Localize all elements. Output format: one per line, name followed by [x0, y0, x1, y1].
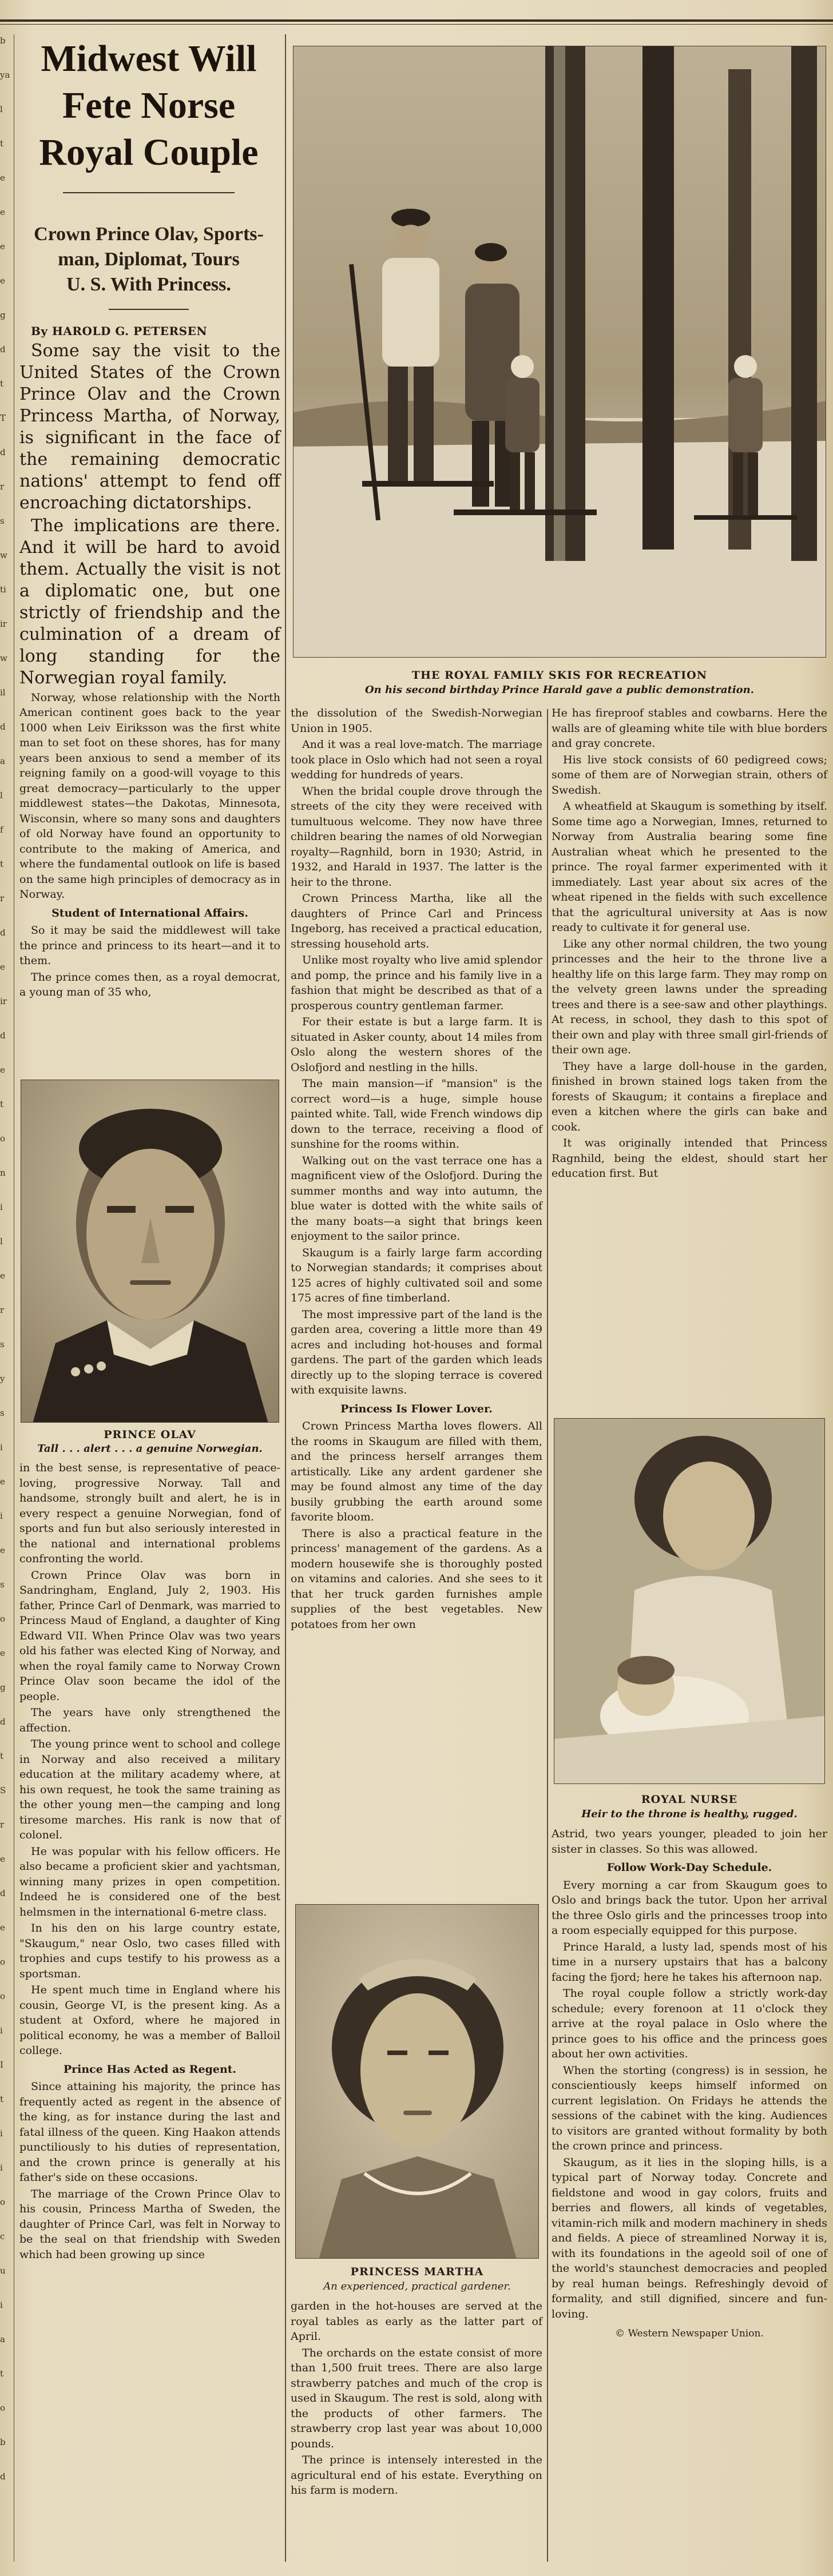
fragment-text: y — [0, 1373, 5, 1384]
top-rule — [0, 19, 833, 22]
subhead: Follow Work-Day Schedule. — [606, 1861, 772, 1874]
fragment-text: s — [0, 1579, 5, 1590]
paragraph: Prince Harald, a lusty lad, spends most of his time in a nursery upstairs that has a balcony facing the fjord; here he takes his afternoon nap. — [552, 1940, 827, 1984]
fragment-text: r — [0, 1819, 5, 1830]
paragraph: The main mansion—if "mansion" is the correct word—is a huge, simple house painted white. Tall, wide French windows dip down to the terrace, receiving a flood of sunshine for the rooms within. — [291, 1077, 542, 1150]
paragraph: Norway, whose relationship with the North American continent goes back to the year 1000 when Leiv Eiriksson was the first white man to set foot on these shores, has for many years been anxious to send a member of its reigning family on a good-will voyage to this great democracy—particularly to the upper middlewest states—the Dakotas, Minnesota, Wisconsin, where so many sons and daughters of old Norway have found an opportunity to contribute to the making of America, and where the fundamental outlook on life is based on the same high principles of democracy as in Norway. — [19, 691, 280, 901]
fragment-text: e — [0, 207, 5, 217]
fragment-text: e — [0, 1065, 5, 1075]
ski-caption-title: THE ROYAL FAMILY SKIS FOR RECREATION — [411, 669, 708, 682]
fragment-text: e — [0, 1545, 5, 1555]
ski-caption-sub: On his second birthday Prince Harald gave a public demonstration. — [364, 684, 755, 696]
previous-column-fragment — [0, 34, 13, 2550]
top-rule-thin — [0, 24, 833, 25]
paragraph: Since attaining his majority, the prince has frequently acted as regent in the absence of the king, as for instance during the last and fatal illness of the queen. King Haakon attends punctiliously to his duties of representation, and the crown prince is generally at his father's side on these occasions. — [19, 2080, 280, 2184]
fragment-text: e — [0, 1854, 5, 1864]
fragment-text: S — [0, 1785, 6, 1795]
fragment-text: w — [0, 653, 7, 663]
paragraph: In his den on his large country estate, "Skaugum," near Oslo, two cases filled with trophies and cups testify to his prowess as a sportsman. — [19, 1922, 280, 1980]
nurse-child-image — [554, 1419, 825, 1784]
fragment-text: e — [0, 1271, 5, 1281]
prince-olav-caption-sub: Tall . . . alert . . . a genuine Norwegian. — [37, 1443, 263, 1455]
headline — [17, 35, 280, 176]
fragment-text: t — [0, 379, 4, 389]
paragraph: Like any other normal children, the two young princesses and the heir to the throne live a healthy life on this large farm. They may romp on the velvety green lawns under the spreading trees and there is a see-saw and other playthings. At recess, in school, they dash to this spot of their own and play with three small girl-friends of their own age. — [552, 937, 827, 1056]
paragraph: garden in the hot-houses are served at the royal tables as early as the latter part of April. — [291, 2300, 542, 2343]
paragraph: Unlike most royalty who live amid splendor and pomp, the prince and his family live in a fashion that might be described as that of a prosperous country gentleman farmer. — [291, 954, 542, 1012]
fragment-text: e — [0, 276, 5, 286]
fragment-text: ir — [0, 996, 7, 1006]
fragment-text: e — [0, 241, 5, 252]
fragment-text: w — [0, 550, 7, 560]
paragraph: So it may be said the middlewest will take the prince and princess to its heart—and it to them. — [19, 924, 280, 967]
paragraph: There is also a practical feature in the princess' management of the gardens. As a modern housewife she is thoroughly posted on vitamins and calories. And she sees to it that her truck garden furnishes ample supplies of the best vegetables. New potatoes from her own — [291, 1527, 542, 1631]
royal-family-ski-photo — [293, 46, 826, 658]
paragraph: in the best sense, is representative of peace-loving, progressive Norway. Tall and handsome, strongly built and alert, he is in every respect a genuine Norwegian, fond of sports and fun but also seriously interested in the national and international problems confronting the world. — [19, 1462, 280, 1565]
fragment-text: t — [0, 2094, 4, 2104]
fragment-text: ya — [0, 70, 10, 80]
fragment-text: t — [0, 1751, 4, 1761]
fragment-text: l — [0, 1236, 3, 1247]
fragment-text: I — [0, 2060, 3, 2070]
ski-scene-image — [293, 46, 826, 658]
column-2-top — [291, 706, 542, 1633]
byline: By HAROLD G. PETERSEN — [31, 324, 208, 338]
paragraph: The young prince went to school and college in Norway and also received a military education at the military academy where, at his own request, he took the same training as the other young men—the camping and long tiresome marches. His rank is now that of colonel. — [19, 1738, 280, 1841]
lead-paragraph: Some say the visit to the United States of the Crown Prince Olav and the Crown Princess Martha, of Norway, is significant in the face of the remaining democratic nations' attempt to fend off encroaching dictatorships. — [19, 340, 280, 513]
subhead: Student of International Affairs. — [51, 906, 248, 919]
fragment-text: o — [0, 2197, 6, 2207]
paragraph: Crown Prince Olav was born in Sandringham, England, July 2, 1903. His father, Prince Carl of Denmark, was married to Princess Maud of England, a daughter of King Edward VII. When Prince Olav was two years old his father was elected King of Norway, and when the royal family came to Norway Crown Prince Olav soon became the idol of the people. — [19, 1568, 280, 1703]
paragraph: A wheatfield at Skaugum is something by itself. Some time ago a Norwegian, Imnes, returned to Norway from Australia bearing some fine Australian wheat which he presented to the prince. The royal farmer experimented with it immediately. Last year about six acres of the wheat ripened in the fields with such excellence that the agricultural university at Aas is now ready to cultivate it for general use. — [552, 800, 827, 934]
subhead: Princess Is Flower Lover. — [340, 1402, 493, 1415]
prince-olav-caption-title: PRINCE OLAV — [104, 1428, 196, 1441]
paragraph: They have a large doll-house in the garden, finished in brown stained logs taken from the forests of Skaugum; it contains a fireplace and even a kitchen where the girls can bake and cook. — [552, 1060, 827, 1133]
fragment-text: d — [0, 344, 6, 355]
headline-line-1: Midwest Will — [41, 38, 257, 79]
fragment-text: i — [0, 2128, 3, 2139]
paragraph: Crown Princess Martha loves flowers. All the rooms in Skaugum are filled with them, and the princess herself arranges them artistically. Like any ardent gardener she may be found almost any time of the day busily grubbing the earth around some favorite bloom. — [291, 1420, 542, 1523]
fragment-text: d — [0, 1030, 6, 1041]
paragraph: For their estate is but a large farm. It is situated in Asker county, about 14 miles from Oslo along the western shores of the Oslofjord and nestling in the hills. — [291, 1016, 542, 1074]
fragment-text: r — [0, 893, 5, 903]
column-2-bottom — [291, 2299, 542, 2499]
fragment-text: d — [0, 1717, 6, 1727]
headline-line-3: Royal Couple — [39, 132, 259, 173]
fragment-text: i — [0, 1202, 3, 1212]
royal-nurse-caption-sub: Heir to the throne is healthy, rugged. — [581, 1808, 798, 1820]
prince-olav-photo — [21, 1080, 279, 1423]
princess-martha-caption-title: PRINCESS MARTHA — [350, 2266, 484, 2278]
deck-rule — [109, 309, 189, 310]
fragment-text: o — [0, 2403, 6, 2413]
headline-line-2: Fete Norse — [62, 85, 236, 126]
paragraph: His live stock consists of 60 pedigreed cows; some of them are of Norwegian strain, others of Swedish. — [552, 753, 827, 797]
fragment-text: i — [0, 1511, 3, 1521]
fragment-text: i — [0, 2025, 3, 2036]
column-3-top — [552, 706, 827, 1183]
princess-martha-photo — [295, 1904, 539, 2259]
fragment-text: g — [0, 310, 6, 320]
paragraph: Walking out on the vast terrace one has a magnificent view of the Oslofjord. During the summer months and way into autumn, the blue water is dotted with the white sails of the many boats—a sight that brings keen enjoyment to the sailor prince. — [291, 1154, 542, 1243]
column-1-top — [19, 318, 280, 1001]
fragment-text: e — [0, 1922, 5, 1933]
paragraph: The orchards on the estate consist of more than 1,500 fruit trees. There are also large strawberry patches and much of the crop is used in Skaugum. The rest is sold, along with the products of other farmers. The strawberry crop last year was about 10,000 pounds. — [291, 2346, 542, 2450]
paragraph: The marriage of the Crown Prince Olav to his cousin, Princess Martha of Sweden, the daughter of Prince Carl, was felt in Norway to be the seal on that friendship with Sweden which had been growing up since — [19, 2187, 280, 2261]
fragment-text: n — [0, 1168, 6, 1178]
fragment-text: r — [0, 1305, 5, 1315]
fragment-text: il — [0, 687, 6, 698]
lead-paragraph-2: The implications are there. And it will be hard to avoid them. Actually the visit is not a diplomatic one, but one strictly of friendship and the culmination of a dream of long standing for the Norwegian royal family. — [19, 515, 280, 688]
fragment-text: a — [0, 756, 5, 766]
fragment-text: t — [0, 138, 4, 149]
princess-martha-caption-sub: An experienced, practical gardener. — [323, 2280, 511, 2292]
fragment-text: T — [0, 413, 6, 423]
deck-line-3: U. S. With Princess. — [66, 274, 231, 295]
fragment-text: i — [0, 2163, 3, 2173]
fragment-text: t — [0, 859, 4, 869]
fragment-text: ti — [0, 584, 6, 595]
deck — [19, 222, 278, 297]
fragment-text: b — [0, 35, 6, 46]
column-3-bottom — [552, 1826, 827, 2343]
headline-rule — [63, 192, 235, 193]
fragment-text: b — [0, 2437, 6, 2447]
fragment-text: d — [0, 1888, 6, 1898]
column-1-bottom — [19, 1460, 280, 2263]
fragment-text: u — [0, 2266, 6, 2276]
fragment-text: d — [0, 722, 6, 732]
deck-line-2: man, Diplomat, Tours — [58, 249, 240, 270]
fragment-text: e — [0, 1476, 5, 1487]
fragment-text: t — [0, 2368, 4, 2379]
fragment-text: ir — [0, 619, 7, 629]
paragraph: The prince comes then, as a royal democrat, a young man of 35 who, — [19, 970, 280, 998]
portrait-image — [21, 1080, 279, 1423]
fragment-text: i — [0, 1442, 3, 1452]
fragment-text: e — [0, 173, 5, 183]
paragraph: He has fireproof stables and cowbarns. Here the walls are of gleaming white tile with blue borders and gray concrete. — [552, 707, 827, 750]
fragment-text: c — [0, 2231, 5, 2241]
fragment-text: d — [0, 447, 6, 457]
royal-nurse-caption-title: ROYAL NURSE — [641, 1793, 738, 1806]
portrait-image — [296, 1905, 539, 2259]
subhead: Prince Has Acted as Regent. — [63, 2063, 237, 2076]
paragraph: Skaugum, as it lies in the sloping hills, is a typical part of Norway today. Concrete and fieldstone and wood in gay colors, fruits and berries and flowers, all kinds of vegetables, vitamin-rich milk and modern machinery in sheds and fields. A piece of streamlined Norway it is, with its foundations in the ageold soil of one of the world's staunchest democracies and peopled by real human beings. Refreshingly devoid of formality, and still dignified, sincere and fun-loving. — [552, 2156, 827, 2320]
copyright-credit: © Western Newspaper Union. — [615, 2328, 764, 2339]
fragment-text: l — [0, 104, 3, 114]
paragraph: He was popular with his fellow officers. He also became a proficient skier and yachtsman, winning many prizes in open competition. Indeed he is considered one of the best helmsmen in the international 6-metre class. — [19, 1845, 280, 1918]
fragment-text: t — [0, 1099, 4, 1109]
fragment-text: s — [0, 1408, 5, 1418]
fragment-text: e — [0, 962, 5, 972]
fragment-text: a — [0, 2334, 5, 2344]
paragraph: And it was a real love-match. The marriage took place in Oslo which had not seen a royal wedding for hundreds of years. — [291, 738, 542, 781]
fragment-text: f — [0, 825, 3, 835]
fragment-text: l — [0, 790, 3, 801]
fragment-text: r — [0, 481, 5, 492]
royal-nurse-photo — [554, 1418, 825, 1784]
fragment-text: g — [0, 1682, 6, 1693]
fragment-text: o — [0, 1957, 6, 1967]
fragment-text: o — [0, 1133, 6, 1144]
paragraph: It was originally intended that Princess Ragnhild, being the eldest, should start her education first. But — [552, 1137, 827, 1180]
paragraph: the dissolution of the Swedish-Norwegian Union in 1905. — [291, 707, 542, 735]
paragraph: The prince is intensely interested in the agricultural end of his estate. Everything on his farm is modern. — [291, 2454, 542, 2497]
paragraph: Skaugum is a fairly large farm according to Norwegian standards; it comprises about 125 acres of highly cultivated soil and some 175 acres of fine timberland. — [291, 1246, 542, 1304]
fragment-text: s — [0, 516, 5, 526]
paragraph: The years have only strengthened the affection. — [19, 1706, 280, 1734]
paragraph: The royal couple follow a strictly work-day schedule; every forenoon at 11 o'clock they arrive at the royal palace in Oslo where the prince goes to his office and the princess goes about her own activities. — [552, 1987, 827, 2060]
fragment-text: i — [0, 2300, 3, 2310]
paragraph: Crown Princess Martha, like all the daughters of Prince Carl and Princess Ingeborg, has received a practical education, stressing household arts. — [291, 892, 542, 950]
column-divider-1 — [285, 34, 286, 2562]
fragment-text: o — [0, 1614, 6, 1624]
paragraph: The most impressive part of the land is the garden area, covering a little more than 49 acres and including hot-houses and formal gardens. The part of the garden which leads directly up to the sloping terrace is covered with exquisite lawns. — [291, 1308, 542, 1396]
fragment-text: s — [0, 1339, 5, 1349]
paragraph: When the bridal couple drove through the streets of the city they were received with tumultuous welcome. They now have three children bearing the names of old Norwegian royalty—Ragnhild, born in 1930; Astrid, in 1932, and Harald in 1937. The latter is the heir to the throne. — [291, 785, 542, 889]
column-divider-2 — [547, 709, 548, 2562]
paragraph: He spent much time in England where his cousin, George VI, is the present king. As a student at Oxford, where he majored in political economy, he was a member of Balloil college. — [19, 1984, 280, 2057]
paragraph: When the storting (congress) is in session, he conscientiously keeps himself informed on current legislation. On Fridays he attends the sessions of the cabinet with the king. Audiences to visitors are granted without formality by both the crown prince and princess. — [552, 2064, 827, 2152]
deck-line-1: Crown Prince Olav, Sports- — [34, 224, 264, 245]
fragment-text: d — [0, 2471, 6, 2482]
fragment-text: e — [0, 1648, 5, 1658]
fragment-text: d — [0, 927, 6, 938]
paragraph: Every morning a car from Skaugum goes to Oslo and brings back the tutor. Upon her arrival the three Oslo girls and the princesses troop into a room especially equipped for this purpose. — [552, 1878, 827, 1937]
fragment-text: o — [0, 1991, 6, 2001]
paragraph: Astrid, two years younger, pleaded to join her sister in classes. So this was allowed. — [552, 1828, 827, 1856]
